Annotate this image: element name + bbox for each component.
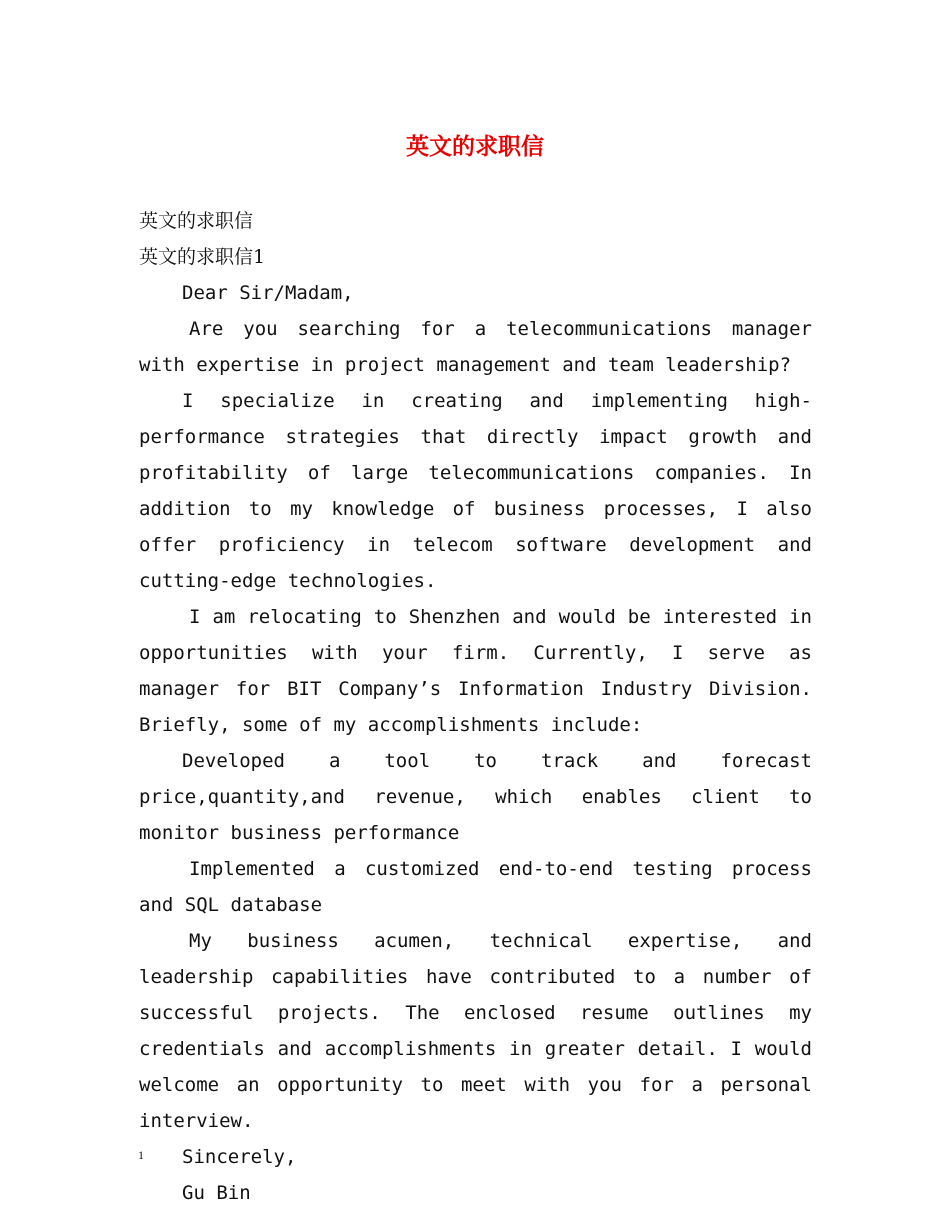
paragraph-accomplishment-2: Implemented a customized end-to-end testing process and SQL database: [139, 858, 812, 916]
salutation: Dear Sir/Madam,: [182, 282, 354, 304]
page-number: 1: [138, 1148, 144, 1162]
paragraph-relocation: I am relocating to Shenzhen and would be interested in opportunities with your firm. Currently, I serve as manager for BIT Company’s Information Industry Division. Briefly, some of my accomplishments include:: [139, 606, 812, 736]
document-body: [139, 203, 812, 1211]
body-subheading: 英文的求职信1: [139, 246, 266, 268]
paragraph-specialization: I specialize in creating and implementing high-performance strategies that directly impact growth and profitability of large telecommunications companies. In addition to my knowledge of business processes, I also offer proficiency in telecom software development and cutting-edge technologies.: [139, 390, 812, 592]
signature: Gu Bin: [182, 1182, 251, 1204]
paragraph-accomplishment-1: Developed a tool to track and forecast price,quantity,and revenue, which enables client to monitor business performance: [139, 750, 812, 844]
document-title: 英文的求职信: [406, 133, 544, 160]
closing: Sincerely,: [182, 1146, 297, 1168]
paragraph-intro: Are you searching for a telecommunications manager with expertise in project management and team leadership?: [139, 318, 812, 376]
paragraph-closing: My business acumen, technical expertise, and leadership capabilities have contributed to a number of successful projects. The enclosed resume outlines my credentials and accomplishments in greater detail. I would welcome an opportunity to meet with you for a personal interview.: [139, 930, 812, 1132]
body-heading: 英文的求职信: [139, 210, 254, 232]
